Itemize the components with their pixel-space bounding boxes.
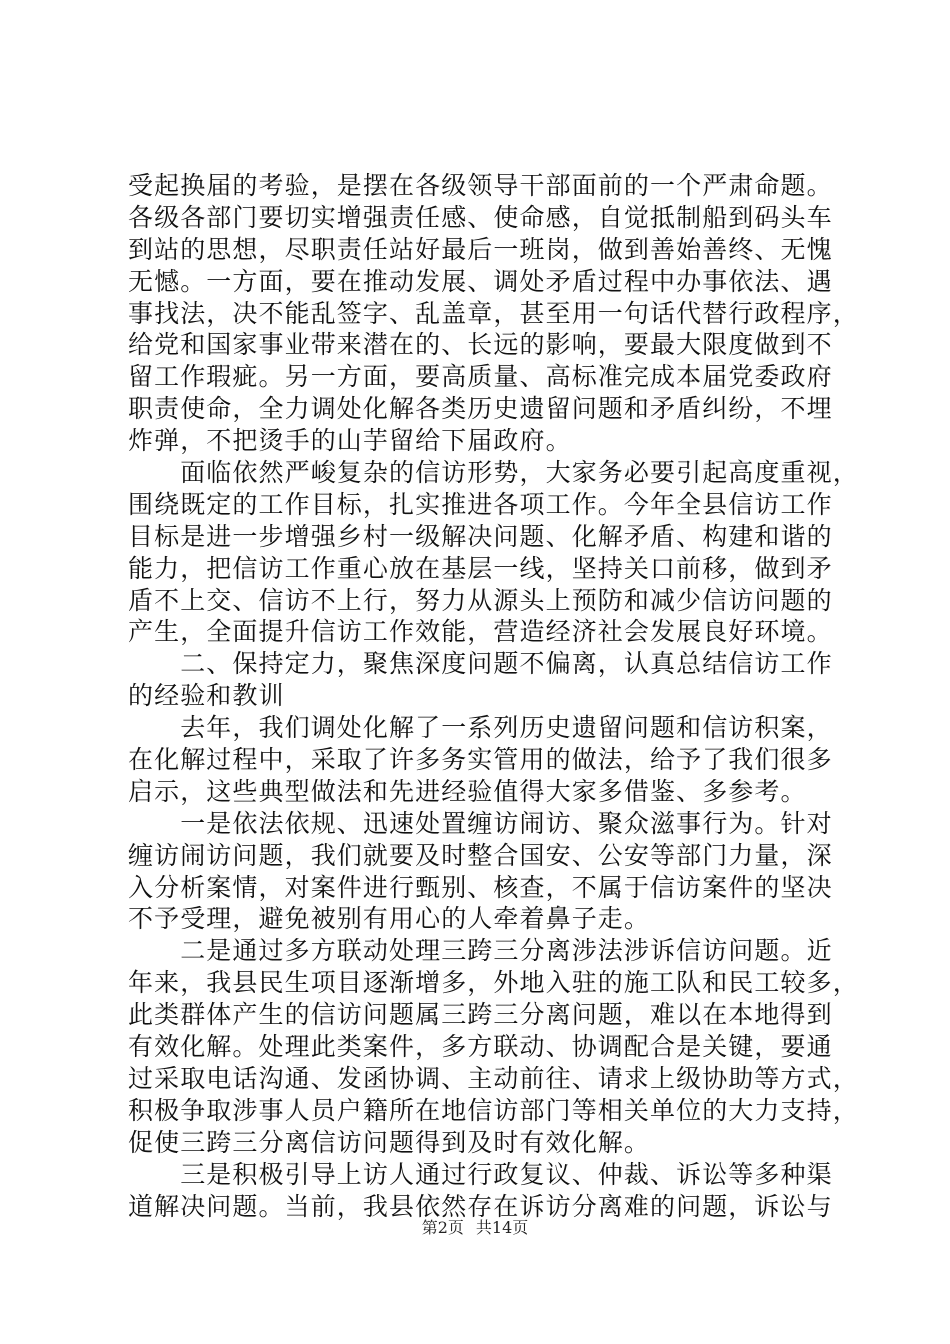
page-footer <box>0 1218 950 1238</box>
text-line: 给党和国家事业带来潜在的、长远的影响，要最大限度做到不 <box>128 330 833 360</box>
text-line: 二是通过多方联动处理三跨三分离涉法涉诉信访问题。近 <box>128 936 833 966</box>
text-line: 缠访闹访问题，我们就要及时整合国安、公安等部门力量，深 <box>128 840 833 870</box>
text-line: 在化解过程中，采取了许多务实管用的做法，给予了我们很多 <box>128 745 833 775</box>
text-line: 各级各部门要切实增强责任感、使命感，自觉抵制船到码头车 <box>128 202 833 232</box>
text-line: 促使三跨三分离信访问题得到及时有效化解。 <box>128 1127 651 1157</box>
text-line: 面临依然严峻复杂的信访形势，大家务必要引起高度重视， <box>128 458 859 488</box>
section-heading-line: 的经验和教训 <box>128 681 285 711</box>
text-line: 入分析案情，对案件进行甄别、核查，不属于信访案件的坚决 <box>128 872 833 902</box>
text-line: 过采取电话沟通、发函协调、主动前往、请求上级协助等方式， <box>128 1063 859 1093</box>
text-line: 道解决问题。当前，我县依然存在诉访分离难的问题，诉讼与 <box>128 1191 833 1221</box>
text-line: 围绕既定的工作目标，扎实推进各项工作。今年全县信访工作 <box>128 489 833 519</box>
total-pages: 共14页 <box>475 1218 529 1237</box>
text-line: 启示，这些典型做法和先进经验值得大家多借鉴、多参考。 <box>128 776 807 806</box>
text-line: 一是依法依规、迅速处置缠访闹访、聚众滋事行为。针对 <box>128 808 833 838</box>
text-line: 此类群体产生的信访问题属三跨三分离问题，难以在本地得到 <box>128 1000 833 1030</box>
text-line: 炸弹，不把烫手的山芋留给下届政府。 <box>128 426 572 456</box>
text-line: 目标是进一步增强乡村一级解决问题、化解矛盾、构建和谐的 <box>128 521 833 551</box>
text-line: 积极争取涉事人员户籍所在地信访部门等相关单位的大力支持， <box>128 1095 859 1125</box>
text-line: 年来，我县民生项目逐渐增多，外地入驻的施工队和民工较多， <box>128 968 859 998</box>
text-line: 能力，把信访工作重心放在基层一线，坚持关口前移，做到矛 <box>128 553 833 583</box>
document-body <box>128 170 859 1222</box>
text-line: 去年，我们调处化解了一系列历史遗留问题和信访积案， <box>128 713 833 743</box>
text-line: 无憾。一方面，要在推动发展、调处矛盾过程中办事依法、遇 <box>128 266 833 296</box>
text-line: 有效化解。处理此类案件，多方联动、协调配合是关键，要通 <box>128 1032 833 1062</box>
text-line: 盾不上交、信访不上行，努力从源头上预防和减少信访问题的 <box>128 585 833 615</box>
page-number: 第2页 <box>421 1218 464 1237</box>
text-line: 三是积极引导上访人通过行政复议、仲裁、诉讼等多种渠 <box>128 1159 833 1189</box>
text-line: 职责使命，全力调处化解各类历史遗留问题和矛盾纠纷，不埋 <box>128 394 833 424</box>
text-line: 事找法，决不能乱签字、乱盖章，甚至用一句话代替行政程序， <box>128 298 859 328</box>
text-line: 受起换届的考验，是摆在各级领导干部面前的一个严肃命题。 <box>128 171 833 200</box>
text-line: 不予受理，避免被别有用心的人牵着鼻子走。 <box>128 904 651 934</box>
section-heading-line: 二、保持定力，聚焦深度问题不偏离，认真总结信访工作 <box>128 649 833 679</box>
text-line: 产生，全面提升信访工作效能，营造经济社会发展良好环境。 <box>128 617 833 647</box>
text-line: 到站的思想，尽职责任站好最后一班岗，做到善始善终、无愧 <box>128 234 833 264</box>
text-line: 留工作瑕疵。另一方面，要高质量、高标准完成本届党委政府 <box>128 362 833 392</box>
